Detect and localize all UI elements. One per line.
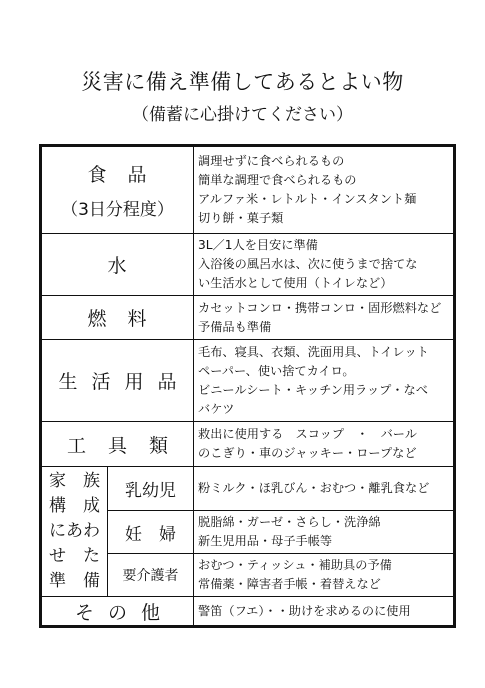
category-cell bbox=[41, 146, 194, 234]
table-row bbox=[41, 340, 455, 422]
table-row bbox=[41, 597, 455, 627]
items-cell bbox=[194, 146, 455, 234]
category-cell bbox=[41, 597, 194, 627]
subcategory-cell bbox=[108, 467, 194, 511]
item-line: 切り餅・菓子類 bbox=[198, 211, 284, 225]
category-cell bbox=[41, 340, 194, 422]
family-label-cell bbox=[41, 467, 108, 597]
category-label: 食 品 bbox=[87, 164, 148, 186]
items-cell bbox=[194, 234, 455, 296]
category-cell bbox=[41, 234, 194, 296]
category-label: 工具類 bbox=[67, 434, 191, 457]
subcategory-cell bbox=[108, 511, 194, 554]
item-line: 粉ミルク・ほ乳びん・おむつ・離乳食など bbox=[198, 481, 430, 495]
item-line: バケツ bbox=[198, 401, 235, 416]
page-title: 災害に備え準備してあるとよい物 bbox=[81, 70, 404, 94]
subcategory-label: 要介護者 bbox=[122, 568, 179, 584]
family-label-line: 家 族 bbox=[49, 471, 100, 491]
item-line: 予備品も準備 bbox=[198, 319, 272, 334]
family-label-line: 準 備 bbox=[49, 571, 100, 591]
items-cell bbox=[194, 597, 455, 627]
item-line: おむつ・ティッシュ・補助具の予備 bbox=[198, 558, 392, 572]
item-line: 常備薬・障害者手帳・着替えなど bbox=[198, 577, 381, 591]
category-cell bbox=[41, 422, 194, 467]
subcategory-label: 妊 婦 bbox=[125, 524, 176, 545]
category-cell bbox=[41, 296, 194, 340]
subcategory-cell bbox=[108, 554, 194, 597]
category-label: 燃 料 bbox=[87, 308, 148, 330]
item-line: 簡単な調理で食べられるもの bbox=[198, 173, 357, 187]
preparation-table bbox=[39, 144, 456, 628]
item-line: 脱脂綿・ガーゼ・さらし・洗浄綿 bbox=[198, 515, 381, 529]
item-line: 入浴後の風呂水は、次に使うまで捨てな bbox=[198, 257, 418, 271]
page-subtitle: （備蓄に心掛けてください） bbox=[132, 105, 353, 125]
family-label-line: せ た bbox=[49, 546, 100, 566]
table-row bbox=[41, 422, 455, 467]
category-label: 水 bbox=[107, 255, 128, 277]
table-row bbox=[41, 296, 455, 340]
table-row bbox=[41, 146, 455, 234]
table-row bbox=[41, 467, 455, 511]
item-line: ペーパー、使い捨てカイロ。 bbox=[198, 363, 355, 378]
item-line: カセットコンロ・携帯コンロ・固形燃料など bbox=[198, 300, 442, 315]
item-line: 毛布、寝具、衣類、洗面用具、トイレット bbox=[198, 344, 429, 359]
category-label: その他 bbox=[75, 601, 175, 624]
item-line: ビニールシート・キッチン用ラップ・なべ bbox=[198, 382, 428, 397]
items-cell bbox=[194, 340, 455, 422]
table-row bbox=[41, 234, 455, 296]
items-cell bbox=[194, 467, 455, 511]
items-cell bbox=[194, 422, 455, 467]
item-line: 新生児用品・母子手帳等 bbox=[198, 534, 333, 548]
item-line: アルファ米・レトルト・インスタント麺 bbox=[198, 192, 417, 206]
item-line: 警笛（フエ）・・助けを求めるのに使用 bbox=[198, 603, 411, 618]
item-line: 調理せずに食べられるもの bbox=[198, 154, 345, 168]
category-sublabel: （3日分程度） bbox=[61, 200, 174, 220]
items-cell bbox=[194, 296, 455, 340]
item-line: 救出に使用する スコップ ・ バール bbox=[198, 427, 417, 441]
category-label: 生活用品 bbox=[58, 371, 191, 393]
items-cell bbox=[194, 511, 455, 554]
item-line: のこぎり・車のジャッキー・ロープなど bbox=[198, 446, 417, 460]
items-cell bbox=[194, 554, 455, 597]
family-label-line: 構 成 bbox=[49, 496, 100, 516]
family-label-line: にあわ bbox=[49, 521, 100, 541]
item-line: い生活水として使用（トイレなど） bbox=[198, 276, 393, 290]
item-line: 3L／1人を目安に準備 bbox=[198, 238, 318, 252]
subcategory-label: 乳幼児 bbox=[125, 481, 176, 501]
